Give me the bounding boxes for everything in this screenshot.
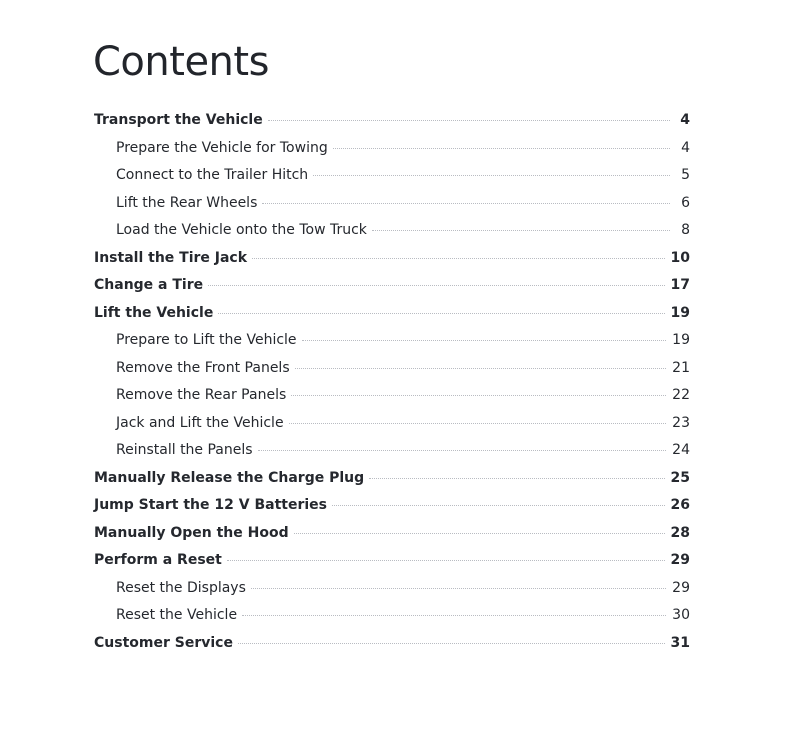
dot-leader xyxy=(289,423,667,424)
toc-entry[interactable] xyxy=(94,272,690,300)
dot-leader xyxy=(262,203,670,204)
toc-entry-title: Lift the Vehicle xyxy=(94,304,214,321)
toc-entry-page: 21 xyxy=(672,359,690,376)
toc-entry[interactable] xyxy=(94,547,690,575)
toc-entry-page: 30 xyxy=(672,607,690,623)
toc-entry-title: Jump Start the 12 V Batteries xyxy=(94,497,327,513)
dot-leader xyxy=(369,478,664,479)
dot-leader xyxy=(333,148,670,149)
toc-subentry[interactable] xyxy=(94,410,690,438)
toc-entry-title: Reset the Vehicle xyxy=(116,607,238,623)
dot-leader xyxy=(332,505,665,506)
toc-entry-page: 22 xyxy=(672,387,690,403)
dot-leader xyxy=(208,285,664,286)
toc-entry-title: Reset the Displays xyxy=(116,579,246,596)
toc-entry-title: Load the Vehicle onto the Tow Truck xyxy=(116,222,367,238)
dot-leader xyxy=(294,533,665,534)
toc-subentry[interactable] xyxy=(94,135,690,163)
toc-entry[interactable] xyxy=(94,492,690,520)
dot-leader xyxy=(238,643,665,644)
toc-entry-page: 17 xyxy=(670,277,690,293)
dot-leader xyxy=(295,368,667,369)
toc-entry-title: Manually Release the Charge Plug xyxy=(94,469,365,486)
toc-entry-title: Change a Tire xyxy=(94,277,204,293)
toc-subentry[interactable] xyxy=(94,162,690,190)
toc-subentry[interactable] xyxy=(94,382,690,410)
dot-leader xyxy=(227,560,665,561)
toc-entry-page: 28 xyxy=(670,524,690,541)
toc-subentry[interactable] xyxy=(94,190,690,218)
toc-entry-title: Remove the Rear Panels xyxy=(116,387,287,403)
toc-subentry[interactable] xyxy=(94,355,690,383)
toc-entry-page: 24 xyxy=(672,442,690,458)
toc-entry[interactable] xyxy=(94,107,690,135)
dot-leader xyxy=(268,120,670,121)
toc-subentry[interactable] xyxy=(94,602,690,630)
toc-entry[interactable] xyxy=(94,300,690,328)
dot-leader xyxy=(252,258,664,259)
table-of-contents xyxy=(94,107,690,657)
toc-subentry[interactable] xyxy=(94,217,690,245)
toc-entry-page: 4 xyxy=(680,112,690,128)
toc-entry[interactable] xyxy=(94,245,690,273)
toc-entry-title: Perform a Reset xyxy=(94,552,222,568)
toc-entry-title: Customer Service xyxy=(94,634,233,651)
toc-subentry[interactable] xyxy=(94,437,690,465)
dot-leader xyxy=(242,615,666,616)
page-title: Contents xyxy=(93,39,269,85)
toc-entry-page: 26 xyxy=(670,497,690,513)
toc-entry[interactable] xyxy=(94,465,690,493)
toc-subentry[interactable] xyxy=(94,327,690,355)
toc-entry-page: 10 xyxy=(670,249,690,266)
toc-entry-title: Jack and Lift the Vehicle xyxy=(116,414,284,431)
toc-entry-title: Reinstall the Panels xyxy=(116,442,253,458)
dot-leader xyxy=(313,175,670,176)
toc-entry[interactable] xyxy=(94,630,690,658)
toc-entry-title: Lift the Rear Wheels xyxy=(116,194,258,211)
toc-entry-page: 8 xyxy=(681,222,690,238)
toc-entry-page: 29 xyxy=(672,579,690,596)
toc-entry-title: Prepare the Vehicle for Towing xyxy=(116,139,328,156)
toc-entry-title: Manually Open the Hood xyxy=(94,524,289,541)
dot-leader xyxy=(218,313,664,314)
toc-entry-title: Prepare to Lift the Vehicle xyxy=(116,332,297,348)
toc-entry-page: 4 xyxy=(681,139,690,156)
toc-entry-page: 29 xyxy=(670,552,690,568)
toc-entry-page: 19 xyxy=(672,332,690,348)
toc-entry-page: 25 xyxy=(670,469,690,486)
toc-entry-title: Remove the Front Panels xyxy=(116,359,290,376)
toc-entry-page: 5 xyxy=(681,167,690,183)
toc-entry-title: Transport the Vehicle xyxy=(94,112,263,128)
dot-leader xyxy=(291,395,666,396)
dot-leader xyxy=(372,230,670,231)
toc-entry[interactable] xyxy=(94,520,690,548)
dot-leader xyxy=(258,450,667,451)
toc-entry-page: 31 xyxy=(670,634,690,651)
dot-leader xyxy=(302,340,667,341)
dot-leader xyxy=(251,588,666,589)
toc-entry-title: Connect to the Trailer Hitch xyxy=(116,167,309,183)
toc-entry-title: Install the Tire Jack xyxy=(94,249,248,266)
toc-entry-page: 23 xyxy=(672,414,690,431)
toc-entry-page: 19 xyxy=(670,304,690,321)
toc-subentry[interactable] xyxy=(94,575,690,603)
toc-entry-page: 6 xyxy=(681,194,690,211)
